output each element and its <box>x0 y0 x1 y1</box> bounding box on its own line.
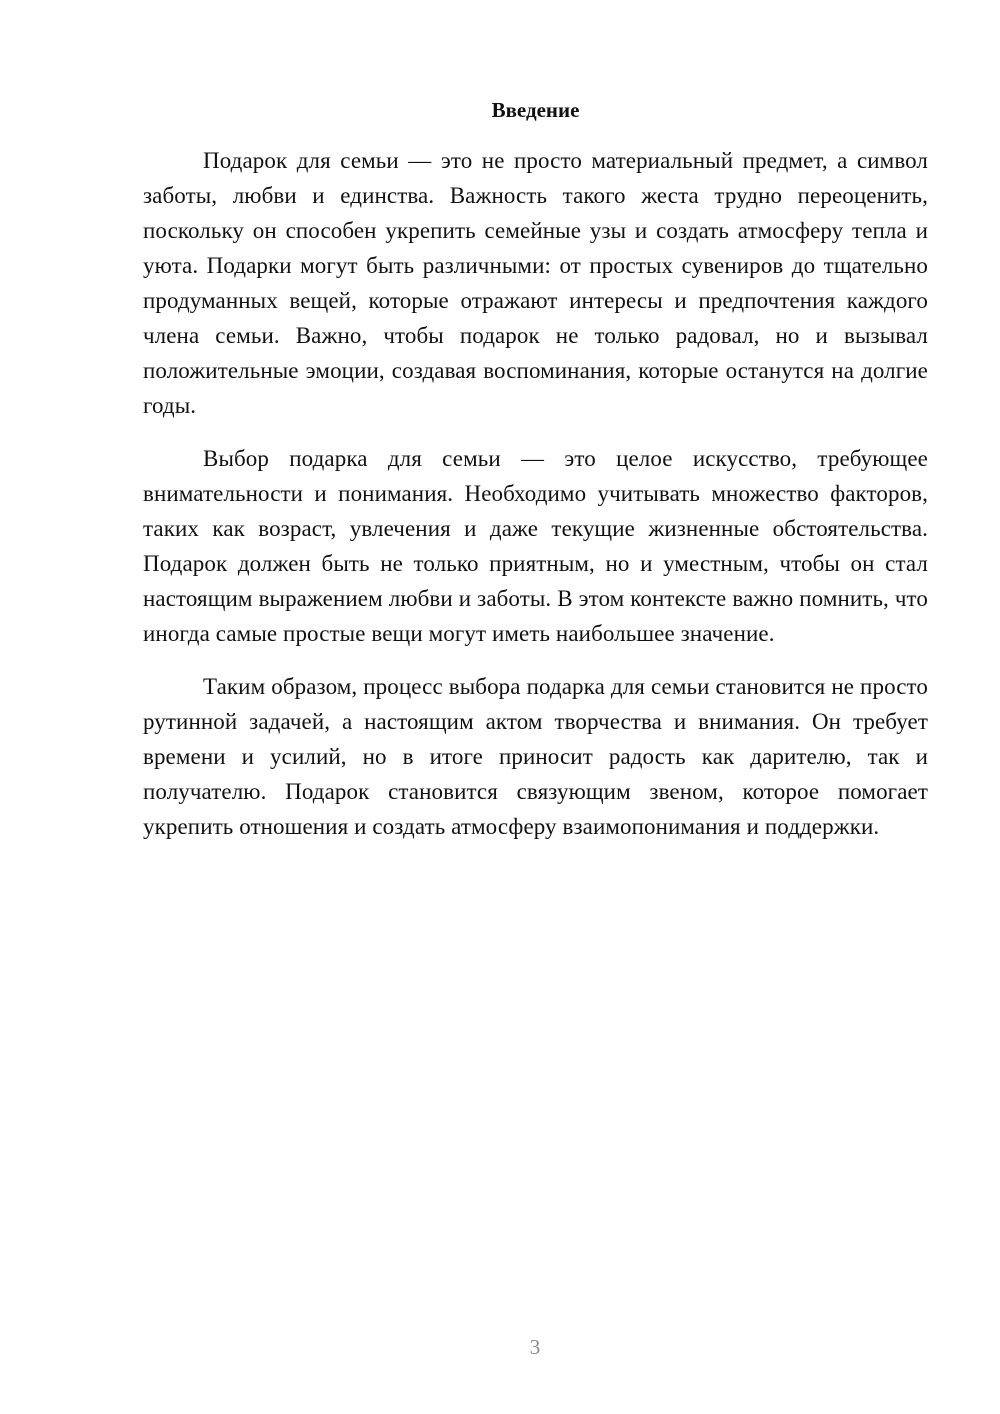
document-body <box>143 95 928 862</box>
paragraph-3: Таким образом, процесс выбора подарка для семьи становится не просто рутинной задачей, а настоящим актом творчества и внимания. Он требует времени и усилий, но в итоге приносит радость как дарителю, так и получателю. Подарок становится связующим звеном, которое помогает укрепить отношения и создать атмосферу взаимопонимания и поддержки. <box>143 674 928 839</box>
paragraph-1: Подарок для семьи — это не просто материальный предмет, а символ заботы, любви и единства. Важность такого жеста трудно переоценить, поскольку он способен укрепить семейные узы и создать атмосферу тепла и уюта. Подарки могут быть различными: от простых сувениров до тщательно продуманных вещей, которые отражают интересы и предпочтения каждого члена семьи. Важно, чтобы подарок не только радовал, но и вызывал положительные эмоции, создавая воспоминания, которые останутся на долгие годы. <box>143 148 928 418</box>
section-heading: Введение <box>491 98 580 122</box>
page-number: 3 <box>529 1335 541 1359</box>
paragraph-2: Выбор подарка для семьи — это целое искусство, требующее внимательности и понимания. Необходимо учитывать множество факторов, таких как возраст, увлечения и даже текущие жизненные обстоятельства. Подарок должен быть не только приятным, но и уместным, чтобы он стал настоящим выражением любви и заботы. В этом контексте важно помнить, что иногда самые простые вещи могут иметь наибольшее значение. <box>143 446 928 646</box>
